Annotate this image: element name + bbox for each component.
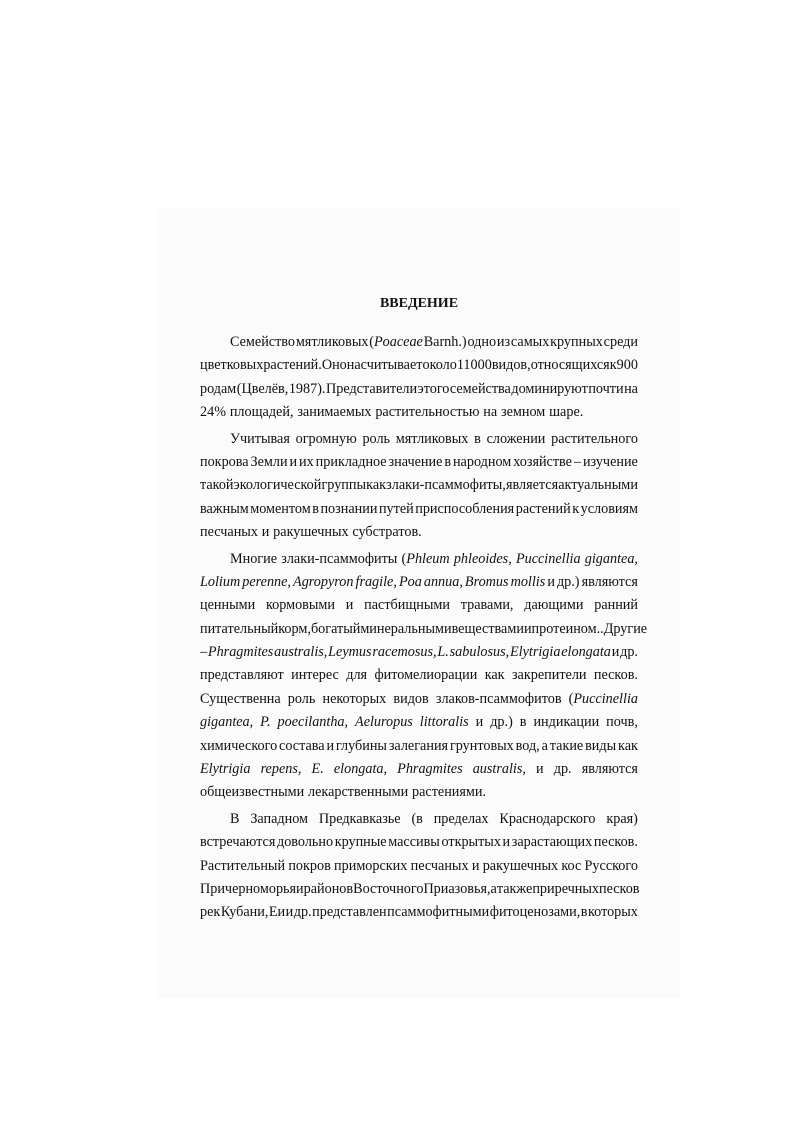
word: представлен bbox=[312, 904, 387, 921]
word: химического bbox=[200, 737, 278, 754]
word: В bbox=[230, 810, 240, 827]
word: такой bbox=[200, 477, 234, 494]
word: фитомелиорации bbox=[374, 667, 478, 684]
word: этого bbox=[417, 380, 450, 397]
text-line bbox=[200, 901, 638, 924]
word: травами, bbox=[460, 597, 514, 614]
word: Phragmites bbox=[207, 644, 274, 661]
word: их bbox=[299, 453, 314, 470]
word: и bbox=[261, 524, 270, 541]
word: Восточного bbox=[353, 880, 424, 897]
word: на bbox=[483, 404, 498, 421]
word-italic: Poaceae bbox=[374, 334, 423, 350]
word: такие bbox=[549, 737, 584, 754]
word: P. bbox=[260, 714, 271, 731]
word: состава bbox=[279, 737, 325, 754]
word: Leymus bbox=[328, 644, 372, 661]
text-line bbox=[200, 781, 638, 804]
word: Предкавказье bbox=[318, 810, 401, 827]
text-line bbox=[200, 688, 638, 711]
word: Семейство bbox=[230, 334, 295, 350]
word: хозяйстве bbox=[513, 453, 572, 470]
word: злаки-псаммофиты, bbox=[386, 477, 506, 494]
word: в bbox=[312, 500, 319, 517]
word: растений bbox=[515, 500, 571, 517]
word: из bbox=[496, 334, 511, 350]
word: E. bbox=[311, 761, 324, 778]
word: др. bbox=[620, 644, 638, 661]
word: Phragmites bbox=[397, 761, 463, 778]
word: почти bbox=[588, 380, 624, 397]
text-line bbox=[200, 711, 638, 734]
word: приречных bbox=[532, 880, 599, 897]
word: sabulosus, bbox=[449, 644, 510, 661]
word: цветковых bbox=[200, 357, 264, 374]
word: perenne, bbox=[242, 573, 291, 590]
text-line bbox=[200, 428, 638, 451]
word: площадей, bbox=[229, 404, 294, 421]
word: индикации bbox=[533, 714, 600, 731]
word: питательный bbox=[200, 620, 279, 637]
word: почв, bbox=[606, 714, 638, 731]
word: в bbox=[444, 453, 452, 470]
word: ракушечных bbox=[273, 524, 349, 541]
word: Многие bbox=[230, 550, 278, 567]
word: злаков-псаммофитов bbox=[435, 690, 562, 707]
word: Западном bbox=[250, 810, 309, 827]
word: актуальным bbox=[558, 477, 631, 494]
word: приморских bbox=[334, 857, 408, 874]
word: elongata bbox=[561, 644, 611, 661]
word: 24% bbox=[200, 404, 227, 421]
word: 1987). bbox=[288, 380, 326, 397]
word: и bbox=[536, 761, 544, 778]
word: самых bbox=[510, 334, 550, 350]
text-line bbox=[200, 378, 638, 401]
word: 11000 bbox=[456, 357, 492, 374]
word: приспособления bbox=[415, 500, 515, 517]
word: протеином.. bbox=[531, 620, 604, 637]
word: моментом bbox=[250, 500, 311, 517]
word: субстратов. bbox=[352, 524, 422, 541]
word: земном bbox=[501, 404, 546, 421]
word: кос bbox=[561, 857, 582, 874]
word: – bbox=[573, 453, 581, 470]
word: Lolium bbox=[200, 573, 241, 590]
word: роль bbox=[287, 690, 316, 707]
word: phleoides, bbox=[453, 550, 512, 567]
text-line bbox=[200, 401, 638, 424]
word: в bbox=[474, 430, 481, 447]
word: которых bbox=[587, 904, 638, 921]
text-line bbox=[200, 831, 638, 854]
word: значение bbox=[388, 453, 443, 470]
paragraph bbox=[200, 331, 638, 425]
word: пределах bbox=[433, 810, 489, 827]
word: фитоценозами, bbox=[489, 904, 581, 921]
word: группы bbox=[321, 477, 367, 494]
word: (Poaceae bbox=[369, 334, 423, 350]
word: занимаемых bbox=[297, 404, 372, 421]
text-line bbox=[200, 618, 648, 641]
word: Aeluropus bbox=[355, 714, 413, 731]
word: др.) bbox=[490, 714, 513, 731]
text-line bbox=[200, 758, 638, 781]
word: видов bbox=[393, 690, 429, 707]
word: Русского bbox=[584, 857, 638, 874]
word: Существенна bbox=[200, 690, 281, 707]
word: Приазовья, bbox=[423, 880, 491, 897]
word: как bbox=[484, 667, 505, 684]
word: некоторых bbox=[322, 690, 387, 707]
word: является bbox=[505, 477, 559, 494]
word: злаки-псаммофиты bbox=[281, 550, 398, 567]
word: лекарственными bbox=[308, 784, 409, 801]
word: для bbox=[346, 667, 368, 684]
word-italic: Puccinellia bbox=[573, 690, 638, 707]
word: australis, bbox=[472, 761, 526, 778]
word: и bbox=[471, 857, 480, 874]
text-line bbox=[200, 594, 638, 617]
word: изучение bbox=[582, 453, 638, 470]
word: прикладное bbox=[315, 453, 387, 470]
word: пастбищными bbox=[364, 597, 450, 614]
word: веществами bbox=[451, 620, 524, 637]
word: Barnh.) bbox=[423, 334, 467, 350]
word: семейства bbox=[449, 380, 511, 397]
word: края) bbox=[606, 810, 638, 827]
word: repens, bbox=[260, 761, 302, 778]
word: gigantea, bbox=[200, 714, 254, 731]
word: mollis bbox=[510, 573, 546, 590]
text-line bbox=[200, 474, 638, 497]
word: глубины bbox=[335, 737, 387, 754]
word: сложении bbox=[486, 430, 546, 447]
word: (Phleum bbox=[401, 550, 450, 567]
word: (в bbox=[411, 810, 423, 827]
word: песков bbox=[599, 880, 640, 897]
text-line bbox=[200, 331, 638, 354]
word: растениями. bbox=[412, 784, 487, 801]
paragraph bbox=[200, 808, 638, 925]
word: зарастающих bbox=[511, 834, 593, 851]
word: gigantea, bbox=[584, 550, 638, 567]
text-line bbox=[200, 735, 638, 758]
word: др. bbox=[553, 761, 572, 778]
word: и bbox=[547, 573, 555, 590]
word: и bbox=[523, 620, 532, 637]
word: Другие bbox=[603, 620, 648, 637]
word: 900 bbox=[616, 357, 638, 374]
text-line bbox=[200, 664, 638, 687]
word: Краснодарского bbox=[499, 810, 596, 827]
word: Poa bbox=[398, 573, 422, 590]
word: Puccinellia bbox=[515, 550, 581, 567]
word: ракушечных bbox=[482, 857, 559, 874]
word: как bbox=[366, 477, 387, 494]
word: Elytrigia bbox=[509, 644, 561, 661]
word: и bbox=[289, 453, 298, 470]
word: и bbox=[345, 597, 354, 614]
word: песчаных bbox=[200, 524, 258, 541]
word: а bbox=[541, 737, 548, 754]
word: также bbox=[496, 880, 533, 897]
word: корм, bbox=[278, 620, 311, 637]
word: одно bbox=[467, 334, 497, 350]
word-italic: Phleum bbox=[406, 550, 450, 567]
word: рек bbox=[200, 904, 221, 921]
word: в bbox=[580, 904, 588, 921]
text-line bbox=[200, 855, 638, 878]
word: являются bbox=[581, 573, 638, 590]
word: и bbox=[630, 477, 638, 494]
word: виды bbox=[585, 737, 617, 754]
word: крупные bbox=[334, 834, 387, 851]
text-line bbox=[200, 498, 638, 521]
word: важным bbox=[200, 500, 249, 517]
word: Еи bbox=[268, 904, 286, 921]
word: – bbox=[200, 644, 208, 661]
word: шаре. bbox=[549, 404, 584, 421]
word: и bbox=[611, 644, 620, 661]
word: общеизвестными bbox=[200, 784, 305, 801]
word: песчаных bbox=[410, 857, 469, 874]
text-line bbox=[200, 548, 638, 571]
word: путей bbox=[378, 500, 414, 517]
word: мятликовых bbox=[295, 334, 369, 350]
word: крупных bbox=[550, 334, 603, 350]
word: Учитывая bbox=[230, 430, 290, 447]
word: песков. bbox=[593, 667, 638, 684]
word: elongata, bbox=[333, 761, 388, 778]
word: L. bbox=[437, 644, 449, 661]
word: познании bbox=[320, 500, 378, 517]
word: Кубани, bbox=[220, 904, 269, 921]
word: др.) bbox=[556, 573, 580, 590]
word: ранний bbox=[594, 597, 638, 614]
word: экологической bbox=[233, 477, 322, 494]
word: растений. bbox=[263, 357, 322, 374]
word: встречаются bbox=[200, 834, 276, 851]
word: являются bbox=[581, 761, 638, 778]
word: и bbox=[326, 737, 335, 754]
text-line bbox=[200, 571, 638, 594]
word: среди bbox=[603, 334, 638, 350]
word: кормовыми bbox=[265, 597, 335, 614]
word: как bbox=[618, 737, 638, 754]
text-line bbox=[200, 354, 638, 377]
word: в bbox=[519, 714, 527, 731]
word: к bbox=[572, 500, 580, 517]
word: песков. bbox=[593, 834, 638, 851]
word: Agropyron bbox=[293, 573, 354, 590]
page-title: ВВЕДЕНИЕ bbox=[379, 296, 459, 311]
word: ценными bbox=[200, 597, 256, 614]
word: массивы bbox=[388, 834, 440, 851]
word: покрова bbox=[200, 453, 249, 470]
word: богатый bbox=[310, 620, 361, 637]
word: районов bbox=[303, 880, 354, 897]
word: закрепители bbox=[511, 667, 587, 684]
word: условиям bbox=[580, 500, 638, 517]
word: australis, bbox=[274, 644, 328, 661]
word: покров bbox=[288, 857, 331, 874]
paragraphs bbox=[200, 331, 648, 925]
word: и bbox=[502, 834, 511, 851]
word: Представители bbox=[326, 380, 418, 397]
document-body bbox=[200, 287, 648, 925]
word: littoralis bbox=[419, 714, 469, 731]
text-line bbox=[200, 808, 638, 831]
word: псаммофитными bbox=[387, 904, 490, 921]
paragraph bbox=[200, 428, 638, 545]
word: fragile, bbox=[355, 573, 397, 590]
word: относящихся bbox=[530, 357, 610, 374]
word: грунтовых bbox=[449, 737, 514, 754]
word: Растительный bbox=[200, 857, 286, 874]
word: а bbox=[490, 880, 497, 897]
word: минеральными bbox=[360, 620, 452, 637]
word: (Цвелёв, bbox=[236, 380, 289, 397]
text-line bbox=[200, 451, 638, 474]
word: родам bbox=[200, 380, 237, 397]
word: и bbox=[475, 714, 484, 731]
word: мятликовых bbox=[395, 430, 469, 447]
word: дающими bbox=[524, 597, 584, 614]
text-line bbox=[200, 878, 638, 901]
paragraph bbox=[200, 548, 648, 805]
word: к bbox=[609, 357, 617, 374]
word: Причерноморья bbox=[200, 880, 297, 897]
word: annua, bbox=[423, 573, 463, 590]
word: представляют bbox=[200, 667, 284, 684]
word: открытых bbox=[441, 834, 501, 851]
word: др. bbox=[293, 904, 312, 921]
word: на bbox=[624, 380, 638, 397]
text-line bbox=[200, 641, 638, 664]
word: Оно bbox=[321, 357, 347, 374]
word: видов, bbox=[491, 357, 531, 374]
word: Elytrigia bbox=[200, 761, 251, 778]
word: огромную bbox=[295, 430, 357, 447]
word: и bbox=[296, 880, 304, 897]
word: доминируют bbox=[511, 380, 588, 397]
word: довольно bbox=[277, 834, 334, 851]
word: и bbox=[285, 904, 294, 921]
word: Bromus bbox=[464, 573, 509, 590]
text-line bbox=[200, 521, 638, 544]
word: poecilantha, bbox=[277, 714, 349, 731]
word: растительностью bbox=[375, 404, 480, 421]
word: Земли bbox=[250, 453, 288, 470]
word: вод, bbox=[515, 737, 540, 754]
word: роль bbox=[362, 430, 390, 447]
word: народном bbox=[452, 453, 512, 470]
word: racemosus, bbox=[372, 644, 437, 661]
word: насчитывает bbox=[346, 357, 423, 374]
word: около bbox=[422, 357, 457, 374]
word: залегания bbox=[388, 737, 449, 754]
word: (Puccinellia bbox=[568, 690, 638, 707]
word: интерес bbox=[291, 667, 339, 684]
word: растительного bbox=[551, 430, 638, 447]
